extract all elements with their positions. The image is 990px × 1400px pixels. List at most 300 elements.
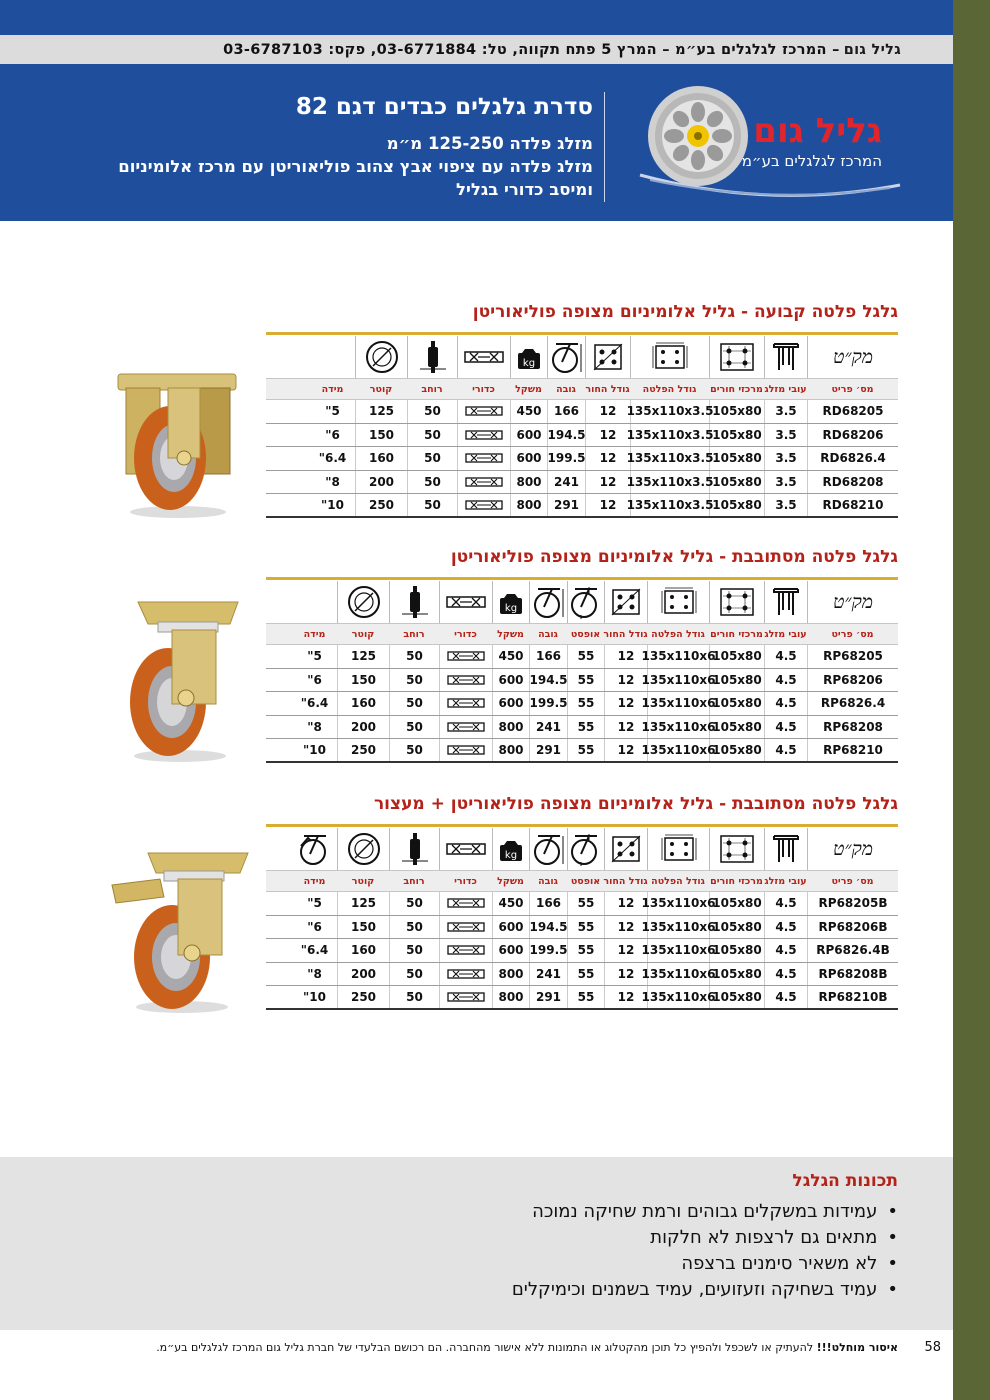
table-cell: 135x110x6 [647,669,709,692]
table-row [266,939,898,963]
column-header: אופסט [570,875,601,887]
table-cell: 12 [604,963,647,986]
section-title: גלגל פלטה מסתובבת - גליל אלומיניום מצופה פוליאוריטן [450,547,898,567]
fork-thickness-icon [764,336,807,378]
table-row [266,669,898,693]
table-cell: 105x80 [709,892,764,915]
table-cell: 160 [355,447,407,470]
table-cell: 600 [492,692,529,715]
table-cell: 291 [529,739,567,761]
table-cell: 199.5 [529,939,567,962]
column-header: רוחב [421,383,443,395]
logo-wheel-icon [648,86,748,186]
table-cell: 166 [529,892,567,915]
column-header: משקל [497,875,524,887]
table-cell: RD68206 [807,424,898,447]
column-header: רוחב [403,875,425,887]
table-cell: 4.5 [764,916,807,939]
feature-item: • מתאים גם לרצפות לא חלקות [512,1225,898,1251]
ball-bearing-icon [439,963,492,986]
table-cell: RP68210B [807,986,898,1008]
width-icon [407,336,457,378]
plate-size-icon [647,581,709,623]
table-row [266,645,898,669]
table-cell: 3.5 [764,471,807,494]
table-cell: 600 [510,424,547,447]
table-cell: 800 [492,739,529,761]
table-cell: 50 [389,645,439,668]
table-cell: 105x80 [709,669,764,692]
ball-bearing-mark [447,674,485,686]
header-line-1: מזלג פלדה 125-250 מ״מ [386,134,593,153]
column-header: גודל החור [585,383,630,395]
table-cell: 450 [492,645,529,668]
ball-bearing-icon [439,716,492,739]
table-cell: 12 [604,916,647,939]
table-cell: 105x80 [709,471,764,494]
table-cell: 8" [325,475,340,490]
column-header: קוטר [369,383,393,395]
spec-table-rows [266,400,898,518]
table-cell: 5" [307,896,322,911]
width-icon [389,828,439,870]
hole-size-icon [604,581,647,623]
copyright-warning: איסור מוחלט!!! [816,1341,898,1354]
table-cell: 135x110x6 [647,739,709,761]
table-cell: 55 [567,963,604,986]
table-cell: 105x80 [709,692,764,715]
column-header: מידה [321,383,344,395]
section-gold-rule [266,577,898,580]
table-cell: 200 [337,716,389,739]
ball-bearing-icon [439,581,492,623]
table-cell: 12 [585,471,630,494]
table-cell: RP68208 [807,716,898,739]
column-header: מידה [303,875,326,887]
ball-bearing-mark [465,452,503,464]
table-cell: RP68208B [807,963,898,986]
table-cell: 50 [389,669,439,692]
ball-bearing-mark [447,744,485,756]
table-cell: 135x110x6 [647,986,709,1008]
page-footer [0,1340,953,1360]
table-cell: RP68206B [807,916,898,939]
table-cell: 12 [585,447,630,470]
table-cell: 50 [407,494,457,516]
hole-centers-icon [709,581,764,623]
table-cell: 3.5 [764,400,807,423]
table-cell: 135x110x3.5 [630,447,709,470]
table-cell: 6.4" [300,696,329,711]
table-cell: 166 [529,645,567,668]
header-line-3: ומיסב כדורי בגליל [456,180,593,199]
column-headers [266,870,898,892]
table-cell: 250 [337,986,389,1008]
column-header: מרכזי חורים [710,875,763,887]
table-row [266,471,898,495]
table-cell: 3.5 [764,494,807,516]
table-cell: 800 [492,716,529,739]
column-header: מרכזי חורים [710,383,763,395]
table-cell: 150 [337,916,389,939]
company-contact: – המרכז לגלגלים בע״מ – המרץ 5 פתח תקווה, טל: 03-6771884, פקס: 03-6787103 [223,41,840,58]
table-cell: RD6826.4 [807,447,898,470]
spec-icon-row [266,336,898,378]
table-cell: 50 [389,692,439,715]
table-cell: 105x80 [709,424,764,447]
table-cell: 800 [510,494,547,516]
table-cell: 55 [567,645,604,668]
table-cell: 135x110x6 [647,963,709,986]
section-title: גלגל פלטה קבועה - גליל אלומיניום מצופה פוליאוריטן [472,302,898,322]
ball-bearing-icon [457,447,510,470]
table-cell: 291 [547,494,585,516]
fork-thickness-icon [764,828,807,870]
height-icon [547,336,585,378]
table-cell: 800 [510,471,547,494]
ball-bearing-icon [457,424,510,447]
table-cell: 135x110x3.5 [630,400,709,423]
hole-centers-icon [709,828,764,870]
feature-item: • עמיד בשחיקה וזעזועים, עמיד בשמנים וכימיקלים [512,1277,898,1303]
page-number: 58 [924,1340,941,1355]
column-header: קוטר [351,628,375,640]
ball-bearing-mark [465,429,503,441]
spec-icon-row [266,828,898,870]
logo-name: גליל גום [753,111,882,151]
ball-bearing-icon [457,336,510,378]
code-label: מק״ט [807,581,898,623]
ball-bearing-mark [465,405,503,417]
column-header: כדורי [454,875,477,887]
table-row [266,892,898,916]
table-cell: 105x80 [709,963,764,986]
column-header: מס׳ פריט [831,628,874,640]
column-header: גובה [556,383,576,395]
column-header: אופסט [570,628,601,640]
table-cell: 125 [355,400,407,423]
table-row [266,400,898,424]
table-cell: 55 [567,916,604,939]
offset-icon [567,581,604,623]
table-cell: 135x110x3.5 [630,494,709,516]
table-cell: RD68205 [807,400,898,423]
table-cell: 450 [510,400,547,423]
ball-bearing-mark [465,476,503,488]
table-cell: 55 [567,939,604,962]
table-cell: 194.5 [547,424,585,447]
page-header [0,64,953,221]
table-cell: 8" [307,967,322,982]
column-headers [266,623,898,645]
ball-bearing-mark [447,897,485,909]
table-cell: RP68205B [807,892,898,915]
page-title: סדרת גלגלים כבדים דגם 82 [295,94,593,120]
table-cell: 450 [492,892,529,915]
table-row [266,739,898,763]
features-panel [0,1157,953,1330]
table-cell: 50 [407,471,457,494]
table-cell: 600 [510,447,547,470]
weight-icon [510,336,547,378]
table-cell: 55 [567,986,604,1008]
table-row [266,963,898,987]
table-cell: 10" [303,990,326,1005]
ball-bearing-icon [439,692,492,715]
svg-text:kg: kg [504,850,518,861]
table-cell: 50 [407,424,457,447]
table-cell: 4.5 [764,692,807,715]
table-cell: 600 [492,939,529,962]
table-cell: 50 [389,716,439,739]
column-header: עובי מזלג [764,875,807,887]
table-cell: 200 [355,471,407,494]
width-icon [389,581,439,623]
brake-caster-image [108,845,258,1015]
table-cell: 4.5 [764,892,807,915]
svg-text:kg: kg [522,358,536,369]
table-cell: 12 [604,986,647,1008]
column-header: משקל [515,383,542,395]
column-header: גודל הפלטה [642,383,697,395]
table-cell: 166 [547,400,585,423]
header-text [33,94,593,201]
table-row [266,447,898,471]
weight-icon [492,581,529,623]
table-cell: 55 [567,692,604,715]
column-header: עובי מזלג [764,383,807,395]
table-cell: 50 [407,447,457,470]
svg-text:kg: kg [504,603,518,614]
column-header: מרכזי חורים [710,628,763,640]
company-brand: גליל גום [843,41,901,58]
table-cell: 105x80 [709,916,764,939]
table-cell: 150 [355,424,407,447]
height-icon [529,581,567,623]
column-header: מידה [303,628,326,640]
table-cell: 135x110x6 [647,939,709,962]
table-cell: 135x110x6 [647,892,709,915]
table-cell: 241 [547,471,585,494]
table-cell: 135x110x6 [647,716,709,739]
table-cell: 105x80 [709,494,764,516]
table-cell: 10" [321,498,344,513]
column-header: גודל הפלטה [651,875,705,887]
hole-size-icon [585,336,630,378]
table-cell: 6" [325,427,340,442]
table-row [266,424,898,448]
header-divider [604,92,605,202]
company-logo [620,80,920,200]
table-cell: 55 [567,739,604,761]
ball-bearing-icon [457,471,510,494]
features-list [512,1199,898,1303]
ball-bearing-mark [465,499,503,511]
table-cell: 135x110x3.5 [630,424,709,447]
table-cell: 150 [337,669,389,692]
column-header: מס׳ פריט [831,875,874,887]
table-cell: 50 [407,400,457,423]
table-cell: 105x80 [709,645,764,668]
spec-table-rows [266,892,898,1010]
table-cell: 199.5 [529,692,567,715]
ball-bearing-icon [439,916,492,939]
table-row [266,916,898,940]
table-cell: 4.5 [764,669,807,692]
ball-bearing-icon [439,892,492,915]
table-cell: 12 [585,400,630,423]
features-title: תכונות הגלגל [792,1171,898,1191]
table-cell: 55 [567,669,604,692]
header-line-2: מזלג פלדה עם ציפוי אבץ צהוב פוליאוריטן עם מרכז אלומיניום [118,157,593,176]
table-cell: 105x80 [709,400,764,423]
table-cell: RP68206 [807,669,898,692]
size-header-icon [292,581,337,623]
top-blue-strip [0,0,953,35]
table-cell: 241 [529,716,567,739]
column-header: קוטר [351,875,375,887]
table-cell: 105x80 [709,716,764,739]
brake-icon [292,828,337,870]
table-cell: 135x110x6 [647,916,709,939]
table-cell: 800 [492,986,529,1008]
table-cell: 12 [604,739,647,761]
table-cell: 6" [307,672,322,687]
ball-bearing-icon [439,986,492,1008]
table-cell: 6.4" [318,451,347,466]
table-cell: 135x110x6 [647,645,709,668]
table-row [266,692,898,716]
section-gold-rule [266,824,898,827]
ball-bearing-mark [447,650,485,662]
column-header: גודל החור [603,628,648,640]
table-row [266,986,898,1010]
table-cell: 105x80 [709,986,764,1008]
table-cell: 5" [325,404,340,419]
copyright-text: להעתיק או לשכפל ולהפיץ כל תוכן מהקטלוג או התמונות ללא אישור מהחברה. הם רכושם הבלעדי של חברת גליל גום המרכז לגלגלים בע״מ. [156,1341,814,1354]
table-cell: 12 [604,716,647,739]
ball-bearing-icon [439,645,492,668]
table-cell: 12 [604,892,647,915]
offset-icon [567,828,604,870]
feature-item: • עמידות במשקלים גבוהים ורמת שחיקה נמוכה [512,1199,898,1225]
table-cell: 55 [567,892,604,915]
table-cell: 12 [585,424,630,447]
table-cell: 8" [307,720,322,735]
feature-item: • לא משאיר סימנים ברצפה [512,1251,898,1277]
column-header: גודל החור [603,875,648,887]
table-cell: 12 [604,939,647,962]
column-headers [266,378,898,400]
diameter-icon [355,336,407,378]
section-title: גלגל פלטה מסתובבת - גליל אלומיניום מצופה פוליאוריטן + מעצור [373,794,898,814]
table-cell: 135x110x3.5 [630,471,709,494]
column-header: מס׳ פריט [831,383,874,395]
table-cell: 4.5 [764,939,807,962]
table-cell: 50 [389,963,439,986]
section-gold-rule [266,332,898,335]
table-cell: 55 [567,716,604,739]
column-header: גובה [538,628,558,640]
spec-icon-row [266,581,898,623]
table-cell: 241 [529,963,567,986]
table-cell: 250 [355,494,407,516]
table-cell: 50 [389,916,439,939]
ball-bearing-mark [447,921,485,933]
table-cell: RD68208 [807,471,898,494]
table-cell: 4.5 [764,986,807,1008]
table-cell: 600 [492,916,529,939]
table-cell: 199.5 [547,447,585,470]
ball-bearing-icon [457,494,510,516]
table-cell: 3.5 [764,424,807,447]
table-cell: 10" [303,743,326,758]
table-cell: 6" [307,919,322,934]
column-header: רוחב [403,628,425,640]
copyright-notice [156,1341,898,1354]
table-cell: 200 [337,963,389,986]
ball-bearing-mark [447,944,485,956]
table-cell: 12 [585,494,630,516]
column-header: גודל הפלטה [651,628,705,640]
table-cell: 4.5 [764,645,807,668]
ball-bearing-icon [439,669,492,692]
table-cell: 160 [337,939,389,962]
table-cell: RD68210 [807,494,898,516]
code-label: מק״ט [807,828,898,870]
side-color-bar [953,0,990,1400]
ball-bearing-mark [447,991,485,1003]
ball-bearing-icon [439,739,492,761]
table-cell: 250 [337,739,389,761]
table-cell: 12 [604,669,647,692]
size-header-icon [310,336,355,378]
plate-size-icon [630,336,709,378]
logo-tagline: המרכז לגלגלים בע״מ [741,152,882,170]
table-cell: 135x110x6 [647,692,709,715]
diameter-icon [337,828,389,870]
table-cell: 3.5 [764,447,807,470]
column-header: גובה [538,875,558,887]
table-cell: 160 [337,692,389,715]
table-cell: 50 [389,892,439,915]
table-cell: 4.5 [764,739,807,761]
diameter-icon [337,581,389,623]
table-cell: 800 [492,963,529,986]
table-row [266,494,898,518]
column-header: משקל [497,628,524,640]
table-cell: RP68205 [807,645,898,668]
table-cell: 194.5 [529,669,567,692]
ball-bearing-icon [439,939,492,962]
column-header: עובי מזלג [764,628,807,640]
ball-bearing-mark [447,968,485,980]
ball-bearing-mark [447,697,485,709]
ball-bearing-mark [447,721,485,733]
table-cell: 4.5 [764,963,807,986]
swivel-caster-image [108,594,253,764]
hole-size-icon [604,828,647,870]
company-info-bar [0,35,953,64]
weight-icon [492,828,529,870]
fork-thickness-icon [764,581,807,623]
table-cell: 105x80 [709,939,764,962]
table-cell: 12 [604,645,647,668]
table-cell: 6.4" [300,943,329,958]
table-cell: 50 [389,939,439,962]
table-row [266,716,898,740]
fixed-caster-image [108,370,248,520]
